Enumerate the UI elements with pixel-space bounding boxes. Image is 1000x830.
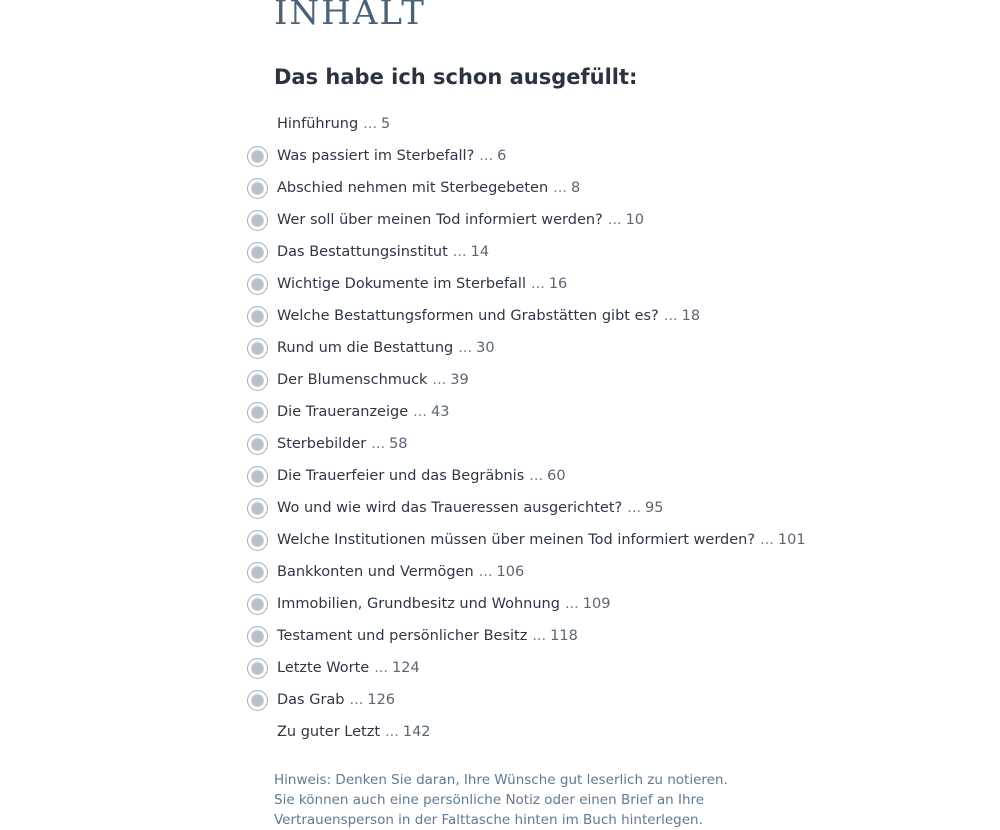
toc-leader-dots: ... — [479, 148, 494, 164]
toc-entry[interactable] — [274, 652, 1000, 684]
toc-entry[interactable] — [274, 204, 1000, 236]
toc-entry[interactable] — [274, 300, 1000, 332]
toc-entry-label: Hinführung — [277, 116, 359, 132]
checkbox-circle-icon[interactable] — [247, 498, 268, 519]
toc-page-number: 5 — [380, 116, 391, 132]
checkbox-circle-icon[interactable] — [247, 530, 268, 551]
checkbox-circle-icon[interactable] — [247, 562, 268, 583]
toc-entry-label: Was passiert im Sterbefall? — [277, 148, 475, 164]
toc-entry-label: Das Grab — [277, 692, 345, 708]
toc-page-number: 60 — [547, 468, 566, 484]
hint-note-line: Hinweis: Denken Sie daran, Ihre Wünsche gut leserlich zu notieren. — [274, 772, 728, 788]
toc-entry-label: Testament und persönlicher Besitz — [277, 628, 528, 644]
toc-entry-label: Die Traueranzeige — [277, 404, 409, 420]
toc-page-number: 16 — [548, 276, 568, 292]
toc-leader-dots: ... — [385, 724, 399, 740]
section-subtitle: Das habe ich schon ausgefüllt: — [274, 65, 638, 89]
toc-entry[interactable] — [274, 332, 1000, 364]
toc-entry-label: Bankkonten und Vermögen — [277, 564, 474, 580]
toc-entry-label: Letzte Worte — [277, 660, 370, 676]
checkbox-circle-icon[interactable] — [247, 594, 268, 615]
toc-leader-dots: ... — [349, 692, 364, 708]
toc-leader-dots: ... — [760, 532, 774, 548]
checkbox-circle-icon[interactable] — [247, 274, 268, 295]
toc-leader-dots: ... — [531, 276, 545, 292]
toc-leader-dots: ... — [529, 468, 544, 484]
toc-entry[interactable] — [274, 716, 1000, 748]
toc-leader-dots: ... — [413, 404, 427, 420]
checkbox-circle-icon[interactable] — [247, 466, 268, 487]
checkbox-circle-icon[interactable] — [247, 178, 268, 199]
toc-page-number: 18 — [681, 308, 701, 324]
toc-entry[interactable] — [274, 364, 1000, 396]
toc-page-number: 118 — [550, 628, 578, 644]
toc-page-number: 106 — [496, 564, 525, 580]
toc-page-number: 43 — [430, 404, 450, 420]
toc-page-number: 6 — [497, 148, 507, 164]
checkbox-circle-icon[interactable] — [247, 658, 268, 679]
toc-leader-dots: ... — [458, 340, 473, 356]
toc-page-number: 39 — [450, 372, 469, 388]
toc-leader-dots: ... — [374, 660, 389, 676]
toc-entry-label: Die Trauerfeier und das Begräbnis — [277, 468, 525, 484]
toc-entry-label: Abschied nehmen mit Sterbegebeten — [277, 180, 549, 196]
toc-entry[interactable] — [274, 620, 1000, 652]
toc-entry[interactable] — [274, 140, 1000, 172]
toc-page-number: 8 — [570, 180, 581, 196]
toc-leader-dots: ... — [432, 372, 447, 388]
toc-leader-dots: ... — [564, 596, 579, 612]
checkbox-circle-icon[interactable] — [247, 402, 268, 423]
toc-page-number: 124 — [392, 660, 420, 676]
toc-entry-label: Das Bestattungsinstitut — [277, 244, 448, 260]
toc-leader-dots: ... — [452, 244, 467, 260]
checkbox-circle-icon[interactable] — [247, 434, 268, 455]
toc-entry-label: Der Blumenschmuck — [277, 372, 428, 388]
toc-leader-dots: ... — [627, 500, 642, 516]
toc-page-number: 58 — [389, 436, 408, 452]
toc-entry-label: Zu guter Letzt — [277, 724, 381, 740]
checkbox-circle-icon[interactable] — [247, 306, 268, 327]
toc-leader-dots: ... — [663, 308, 678, 324]
toc-leader-dots: ... — [553, 180, 567, 196]
checkbox-circle-icon[interactable] — [247, 690, 268, 711]
toc-page-number: 142 — [402, 724, 431, 740]
toc-leader-dots: ... — [607, 212, 622, 228]
toc-entry-label: Sterbebilder — [277, 436, 367, 452]
toc-entry-label: Welche Bestattungsformen und Grabstätten gibt es? — [277, 308, 659, 324]
hint-note-line: Sie können auch eine persönliche Notiz oder einen Brief an Ihre — [274, 792, 705, 808]
toc-page-number: 95 — [645, 500, 664, 516]
hint-note-line: Vertrauensperson in der Falttasche hinten im Buch hinterlegen. — [274, 812, 703, 828]
toc-entry[interactable] — [274, 460, 1000, 492]
toc-page-number: 109 — [582, 596, 611, 612]
toc-page-number: 30 — [476, 340, 495, 356]
toc-leader-dots: ... — [363, 116, 377, 132]
toc-entry[interactable] — [274, 556, 1000, 588]
toc-entry[interactable] — [274, 588, 1000, 620]
toc-entry[interactable] — [274, 428, 1000, 460]
table-of-contents — [274, 108, 1000, 748]
toc-leader-dots: ... — [532, 628, 547, 644]
toc-leader-dots: ... — [371, 436, 386, 452]
toc-entry[interactable] — [274, 684, 1000, 716]
toc-entry-label: Welche Institutionen müssen über meinen Tod informiert werden? — [277, 532, 756, 548]
toc-entry[interactable] — [274, 108, 1000, 140]
toc-entry-label: Rund um die Bestattung — [277, 340, 454, 356]
toc-page-number: 14 — [470, 244, 490, 260]
toc-entry[interactable] — [274, 268, 1000, 300]
toc-entry[interactable] — [274, 396, 1000, 428]
toc-page-number: 101 — [777, 532, 806, 548]
checkbox-circle-icon[interactable] — [247, 210, 268, 231]
toc-entry-label: Wichtige Dokumente im Sterbefall — [277, 276, 526, 292]
toc-page-number: 10 — [625, 212, 645, 228]
hint-note — [274, 770, 744, 830]
toc-entry-label: Wer soll über meinen Tod informiert werden? — [277, 212, 603, 228]
page-title: INHALT — [274, 0, 426, 33]
toc-entry[interactable] — [274, 236, 1000, 268]
toc-entry[interactable] — [274, 524, 1000, 556]
toc-entry[interactable] — [274, 172, 1000, 204]
toc-entry-label: Wo und wie wird das Traueressen ausgerichtet? — [277, 500, 623, 516]
checkbox-circle-icon[interactable] — [247, 370, 268, 391]
toc-entry-label: Immobilien, Grundbesitz und Wohnung — [277, 596, 560, 612]
checkbox-circle-icon[interactable] — [247, 626, 268, 647]
toc-page-number: 126 — [367, 692, 396, 708]
toc-entry[interactable] — [274, 492, 1000, 524]
checkbox-circle-icon[interactable] — [247, 242, 268, 263]
checkbox-circle-icon[interactable] — [247, 338, 268, 359]
checkbox-circle-icon[interactable] — [247, 146, 268, 167]
toc-leader-dots: ... — [478, 564, 493, 580]
